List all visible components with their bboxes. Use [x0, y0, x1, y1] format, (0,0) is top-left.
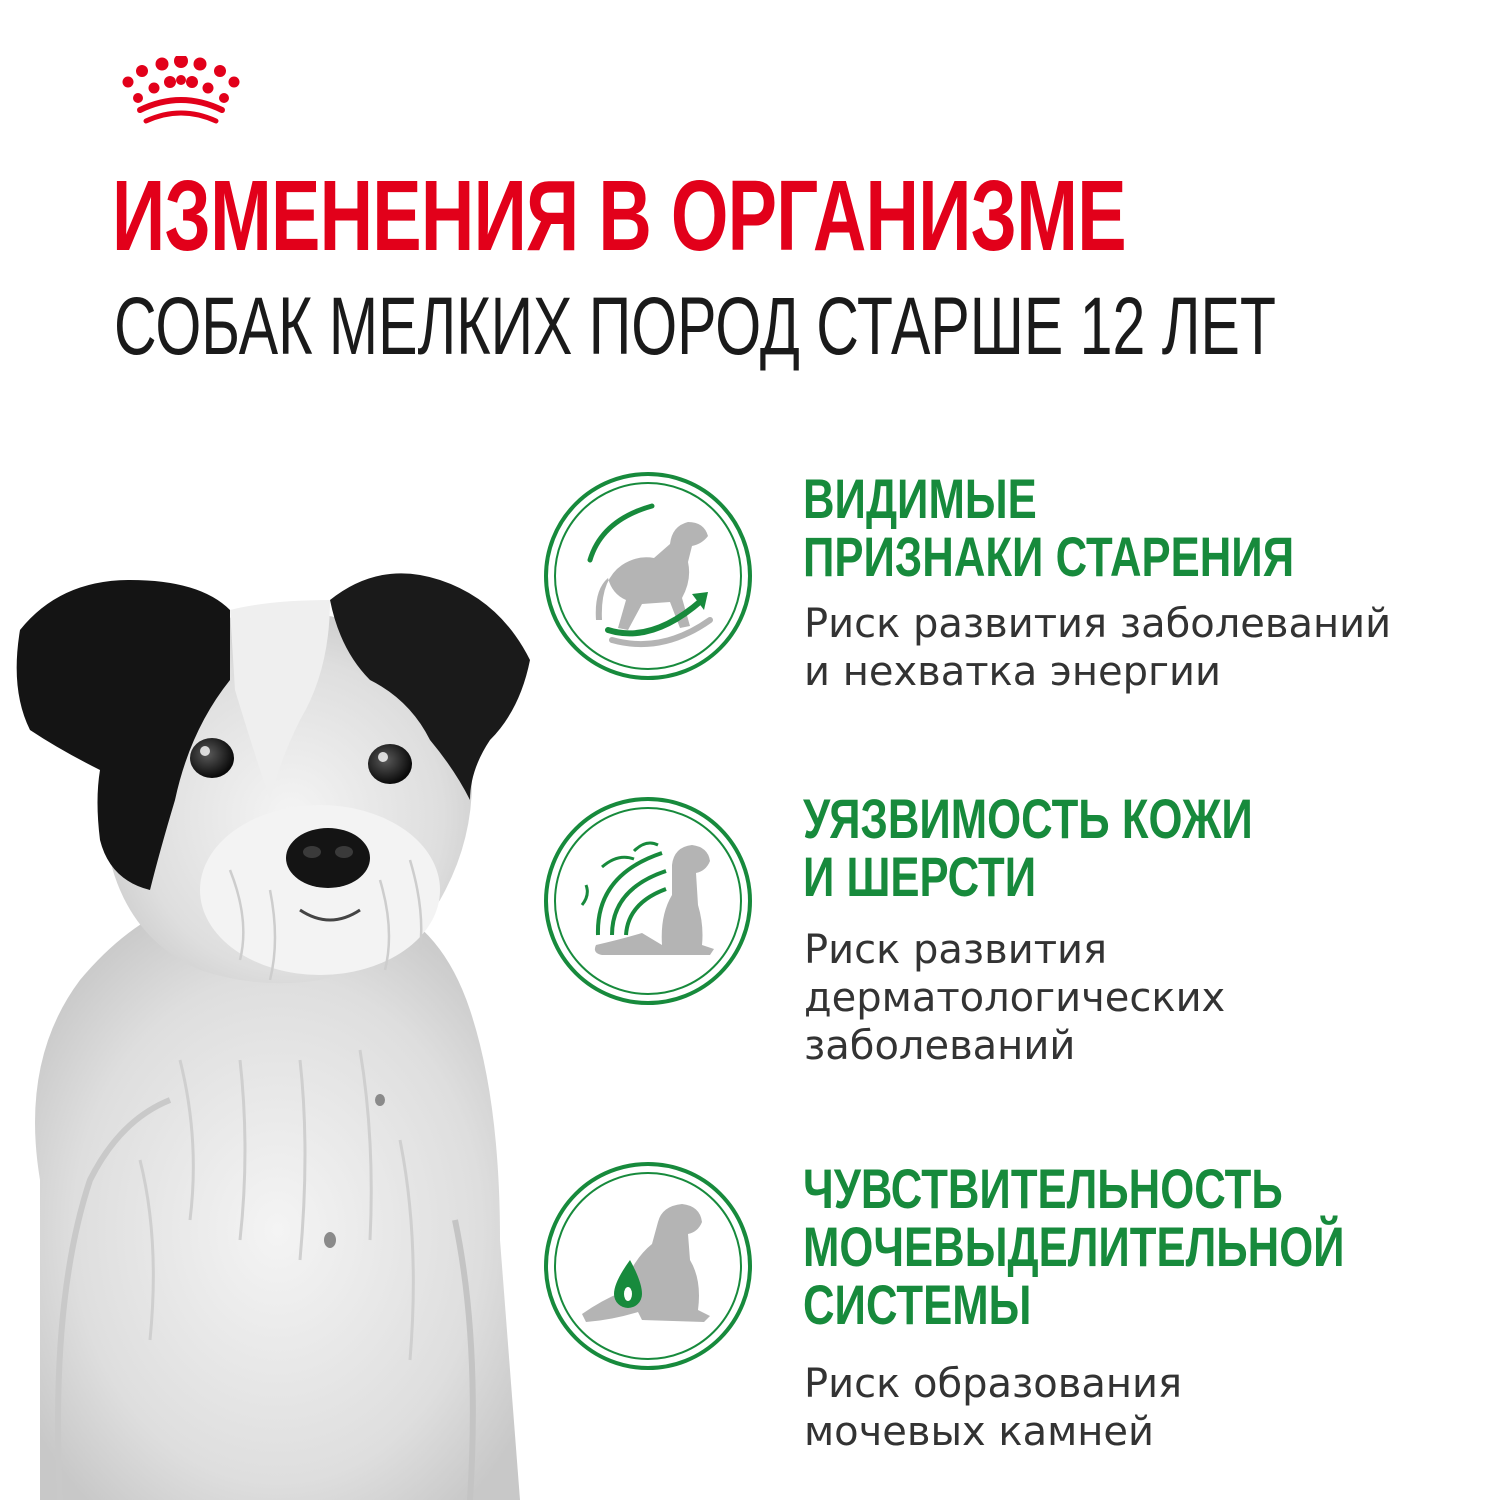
feature-desc-line: мочевых камней [804, 1409, 1155, 1455]
skin-coat-icon [542, 795, 754, 1007]
feature-desc-line: Риск развития [804, 927, 1108, 973]
feature-desc-line: заболеваний [804, 1023, 1076, 1069]
feature-title-skin [803, 787, 1253, 908]
crown-icon [118, 56, 244, 126]
feature-desc-aging [804, 600, 1391, 696]
dog-photo [0, 540, 560, 1500]
feature-title-line: И ШЕРСТИ [803, 845, 1037, 908]
feature-title-line: ПРИЗНАКИ СТАРЕНИЯ [803, 525, 1295, 588]
feature-desc-line: дерматологических [804, 975, 1226, 1021]
feature-title-urinary [803, 1157, 1345, 1336]
feature-title-line: ЧУВСТВИТЕЛЬНОСТЬ [803, 1157, 1283, 1220]
feature-desc-line: и нехватка энергии [804, 649, 1222, 695]
feature-title-aging [803, 467, 1295, 588]
page-subtitle: СОБАК МЕЛКИХ ПОРОД СТАРШЕ 12 ЛЕТ [114, 281, 1276, 372]
feature-desc-line: Риск развития заболеваний [804, 601, 1392, 647]
feature-desc-urinary [804, 1360, 1182, 1456]
feature-desc-line: Риск образования [804, 1361, 1183, 1407]
feature-title-line: МОЧЕВЫДЕЛИТЕЛЬНОЙ [803, 1215, 1345, 1278]
feature-title-line: СИСТЕМЫ [803, 1273, 1032, 1336]
feature-title-line: УЯЗВИМОСТЬ КОЖИ [803, 787, 1253, 850]
page-title: ИЗМЕНЕНИЯ В ОРГАНИЗМЕ [112, 160, 1126, 272]
aging-dog-icon [542, 470, 754, 682]
feature-title-line: ВИДИМЫЕ [803, 467, 1037, 530]
feature-desc-skin [804, 926, 1225, 1070]
urinary-drop-icon [542, 1160, 754, 1372]
